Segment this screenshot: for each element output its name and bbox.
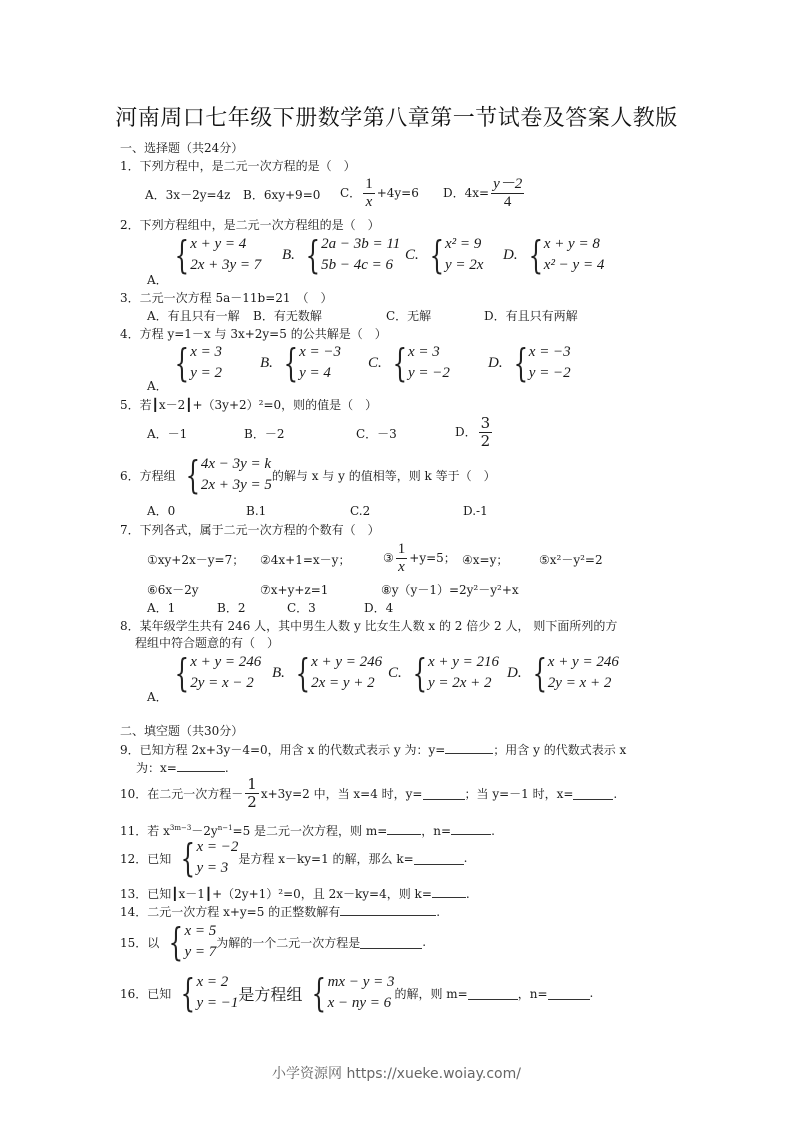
q13-text: 13．已知┃x－1┃+（2y+1）²=0，且 2x－ky=4，则 k=: [120, 887, 432, 901]
q1-c-prefix: C．: [340, 186, 362, 200]
q5-option-b: B．－2: [244, 427, 285, 441]
q10-fraction: [245, 776, 259, 811]
q8-a-label: A．: [147, 690, 168, 704]
q16-mid: 是方程组: [238, 984, 303, 1004]
q7-i3-suffix: +y=5；: [409, 551, 456, 565]
q2-b-label: B.: [282, 246, 295, 263]
q3-option-d: D．有且只有两解: [484, 309, 578, 323]
brace-icon: {: [513, 341, 528, 385]
brace-icon: {: [185, 453, 200, 497]
q7-item-5: ⑤x²－y²=2: [539, 553, 603, 567]
q16-line: [120, 972, 593, 1014]
q10-den: 2: [247, 793, 257, 811]
q8-d-eq1: x + y = 246: [547, 654, 619, 670]
q7-option-b: B．2: [217, 601, 246, 615]
q10-blank-y[interactable]: [423, 787, 465, 800]
q7-option-c: C．3: [287, 601, 316, 615]
q1-d-den: 4: [491, 193, 524, 211]
q1-d-num: y－2: [493, 176, 523, 192]
q10-prefix: 10．在二元一次方程－: [120, 786, 244, 801]
q1-d-prefix: D．4x=: [443, 186, 490, 200]
q4-a-eq2: y = 2: [190, 365, 222, 381]
q11-exp2: n−1: [217, 824, 233, 832]
q2-c-label: C.: [405, 246, 419, 263]
q4-a-label: A．: [147, 379, 168, 393]
q7-item-3: [383, 541, 456, 576]
q11-prefix: 11．若 x: [120, 824, 170, 838]
q7-i3-fraction: [396, 541, 408, 576]
q7-i3-den: x: [396, 558, 408, 576]
q11-mid: －2y: [191, 824, 218, 838]
q9-blank-y[interactable]: [445, 741, 493, 754]
q15-eq2: y = 7: [184, 944, 217, 960]
q7-item-7: ⑦x+y+z=1: [260, 583, 329, 597]
q4-a-eq1: x = 3: [190, 344, 222, 360]
q1-c-suffix: +4y=6: [376, 186, 419, 200]
q13-blank-k[interactable]: [432, 885, 466, 898]
q2-stem: 2．下列方程组中，是二元一次方程组的是（ ）: [120, 218, 380, 232]
q7-item-4: ④x=y；: [462, 553, 509, 567]
q16-mid2: ，n=: [517, 986, 548, 1001]
q12-prefix: 12．已知: [120, 851, 172, 866]
q7-i3-prefix: ③: [383, 551, 394, 565]
q1-option-b: B．6xy+9=0: [243, 188, 321, 202]
q4-b-eq2: y = 4: [299, 365, 331, 381]
q2-d-eq2: x² − y = 4: [543, 257, 605, 273]
q8-option-a: [165, 652, 261, 694]
q3-option-a: A．有且只有一解: [147, 309, 240, 323]
q4-option-d: [488, 342, 571, 384]
q5-stem: 5．若┃x－2┃+（3y+2）²=0，则的值是（ ）: [120, 398, 378, 412]
q4-d-label: D.: [488, 354, 503, 371]
q8-c-eq1: x + y = 216: [427, 654, 500, 670]
q5-d-den: 2: [480, 432, 491, 450]
q9-text-d: .: [224, 761, 229, 775]
q4-c-eq2: y = −2: [407, 365, 450, 381]
q14-line: [120, 903, 440, 920]
q10-blank-x[interactable]: [573, 787, 613, 800]
q15-end: .: [422, 935, 427, 949]
q9-text-a: 9．已知方程 2x+3y－4=0，用含 x 的代数式表示 y 为：y=: [120, 743, 446, 757]
section-heading-choice: 一、选择题（共24分）: [120, 141, 244, 155]
q12-eq2: y = 3: [196, 860, 229, 876]
q11-mid2: =5 是二元一次方程，则 m=: [232, 824, 388, 838]
q8-option-d: [507, 652, 619, 694]
q2-option-a: [165, 234, 261, 276]
brace-icon: {: [312, 971, 327, 1015]
q8-a-eq2: 2y = x − 2: [190, 675, 254, 691]
q15-suffix: 为解的一个二元一次方程是: [216, 935, 361, 950]
q11-blank-n[interactable]: [451, 822, 491, 835]
q14-text: 14．二元一次方程 x+y=5 的正整数解有: [120, 905, 341, 919]
q10-mid2: ；当 y=－1 时，x=: [464, 786, 574, 801]
q4-option-a: [165, 342, 222, 384]
brace-icon: {: [412, 651, 427, 695]
q7-item-1: ①xy+2x－y=7；: [147, 553, 245, 567]
q7-item-2: ②4x+1=x－y；: [260, 553, 351, 567]
q15-prefix: 15．以: [120, 935, 160, 950]
q2-option-d: [503, 234, 604, 276]
q4-d-eq1: x = −3: [528, 344, 571, 360]
q9-line2: [136, 759, 229, 776]
q2-a-label: A．: [147, 273, 168, 287]
q13-line: [120, 885, 470, 902]
q1-option-c: [340, 176, 419, 211]
q7-option-a: A．1: [147, 601, 176, 615]
q16-eq2: y = −1: [196, 995, 239, 1011]
q15-blank[interactable]: [360, 936, 422, 949]
q2-b-eq1: 2a − 3b = 11: [321, 236, 401, 252]
q7-item-6: ⑥6x－2y: [147, 583, 199, 597]
brace-icon: {: [283, 341, 299, 385]
q2-c-eq2: y = 2x: [444, 257, 484, 273]
q13-end: .: [465, 887, 470, 901]
section-heading-fill: 二、填空题（共30分）: [120, 724, 244, 738]
brace-icon: {: [180, 836, 196, 880]
document-title: 河南周口七年级下册数学第八章第一节试卷及答案人教版: [115, 106, 678, 131]
q6-option-d: D.-1: [463, 504, 488, 518]
q16-blank-n[interactable]: [548, 987, 590, 1000]
q2-a-eq1: x + y = 4: [190, 236, 247, 252]
q14-blank[interactable]: [340, 903, 436, 916]
q1-c-fraction: [363, 176, 375, 211]
q5-d-fraction: [479, 415, 493, 450]
q4-b-eq1: x = −3: [299, 344, 342, 360]
q7-i3-num: 1: [397, 541, 406, 557]
brace-icon: {: [174, 651, 190, 695]
brace-icon: {: [295, 651, 311, 695]
q3-option-c: C．无解: [386, 309, 432, 323]
q10-num: 1: [247, 775, 257, 793]
q11-end: .: [491, 824, 495, 838]
q5-option-a: A．－1: [147, 427, 188, 441]
q9-line1: [120, 741, 626, 758]
q8-d-label: D.: [507, 664, 522, 681]
q2-b-eq2: 5b − 4c = 6: [321, 257, 394, 273]
q7-stem: 7．下列各式，属于二元一次方程的个数有（ ）: [120, 523, 380, 537]
brace-icon: {: [392, 341, 407, 385]
q6-eq2: 2x + 3y = 5: [200, 477, 272, 493]
q4-c-eq1: x = 3: [407, 344, 440, 360]
q9-text-c: 为：x=: [136, 761, 177, 775]
q6-prefix: 6．方程组: [120, 468, 176, 483]
q2-option-b: [282, 234, 400, 276]
q8-c-eq2: y = 2x + 2: [427, 675, 492, 691]
q16-suffix: 的解，则 m=: [394, 986, 468, 1001]
q4-c-label: C.: [368, 354, 382, 371]
q8-d-eq2: 2y = x + 2: [547, 675, 612, 691]
brace-icon: {: [180, 971, 196, 1015]
q4-b-label: B.: [260, 354, 273, 371]
q16-end: .: [589, 986, 594, 1000]
q9-text-b: ；用含 y 的代数式表示 x: [493, 743, 627, 757]
brace-icon: {: [429, 233, 444, 277]
q8-option-b: [272, 652, 382, 694]
q2-d-eq1: x + y = 8: [543, 236, 600, 252]
q1-c-num: 1: [365, 176, 373, 192]
q15-eq1: x = 5: [184, 923, 217, 939]
q9-blank-x[interactable]: [177, 759, 225, 772]
q5-option-d: [455, 415, 494, 450]
footer-watermark: 小学资源网 https://xueke.woiay.com/: [272, 1066, 521, 1082]
brace-icon: {: [528, 233, 543, 277]
q2-option-c: [405, 234, 483, 276]
q12-suffix: 是方程 x－ky=1 的解，那么 k=: [238, 851, 414, 866]
q8-option-c: [388, 652, 499, 694]
q6-option-b: B.1: [246, 504, 267, 518]
q1-d-fraction: [491, 176, 524, 211]
q4-d-eq2: y = −2: [528, 365, 571, 381]
q5-d-prefix: D．: [455, 425, 477, 439]
q16-eq4: x − ny = 6: [327, 995, 392, 1011]
q10-end: .: [613, 786, 618, 801]
q6-eq1: 4x − 3y = k: [200, 456, 272, 472]
brace-icon: {: [168, 920, 184, 964]
q7-item-8: ⑧y（y－1）=2y²－y²+x: [381, 583, 519, 597]
q8-b-eq2: 2x = y + 2: [311, 675, 375, 691]
q8-b-label: B.: [272, 664, 285, 681]
q11-exp1: 3m−3: [169, 824, 192, 832]
q5-option-c: C．－3: [356, 427, 397, 441]
q12-line: [120, 837, 467, 879]
q16-blank-m[interactable]: [468, 987, 518, 1000]
q2-c-eq1: x² = 9: [444, 236, 482, 252]
q14-end: .: [436, 905, 441, 919]
q4-stem: 4．方程 y=1－x 与 3x+2y=5 的公共解是（ ）: [120, 327, 387, 341]
q6-suffix: 的解与 x 与 y 的值相等，则 k 等于（ ）: [271, 468, 496, 483]
q3-stem: 3．二元一次方程 5a－11b=21 （ ）: [120, 291, 333, 305]
q8-stem-line2: 程组中符合题意的有（ ）: [135, 636, 280, 650]
q3-option-b: B．有无数解: [253, 309, 322, 323]
q15-line: [120, 921, 426, 963]
q11-blank-m[interactable]: [387, 822, 421, 835]
q8-a-eq1: x + y = 246: [190, 654, 262, 670]
q7-option-d: D．4: [364, 601, 394, 615]
q1-c-den: x: [363, 193, 375, 211]
q12-end: .: [463, 851, 468, 865]
brace-icon: {: [305, 233, 321, 277]
brace-icon: {: [174, 233, 190, 277]
q1-option-d: [443, 176, 526, 211]
brace-icon: {: [174, 341, 190, 385]
q5-d-num: 3: [480, 414, 491, 432]
q2-a-eq2: 2x + 3y = 7: [190, 257, 262, 273]
q6-option-c: C.2: [350, 504, 371, 518]
q6-option-a: A．0: [147, 504, 176, 518]
q1-stem: 1．下列方程中，是二元一次方程的是（ ）: [120, 159, 356, 173]
q6-question: [120, 454, 496, 496]
q2-d-label: D.: [503, 246, 518, 263]
q1-option-a: A．3x－2y=4z: [145, 188, 231, 202]
q4-option-b: [260, 342, 341, 384]
q8-c-label: C.: [388, 664, 402, 681]
q8-stem-line1: 8．某年级学生共有 246 人，其中男生人数 y 比女生人数 x 的 2 倍少 2 人， 则下面所列的方: [120, 619, 618, 633]
q11-mid3: ，n=: [421, 824, 452, 838]
q16-prefix: 16．已知: [120, 986, 172, 1001]
q10-mid: x+3y=2 中，当 x=4 时，y=: [260, 786, 423, 801]
q8-b-eq1: x + y = 246: [311, 654, 383, 670]
q4-option-c: [368, 342, 450, 384]
q10-line: [120, 776, 617, 811]
q12-eq1: x = −2: [196, 839, 239, 855]
q16-eq3: mx − y = 3: [327, 974, 395, 990]
q12-blank-k[interactable]: [414, 852, 464, 865]
brace-icon: {: [532, 651, 547, 695]
q16-eq1: x = 2: [196, 974, 229, 990]
